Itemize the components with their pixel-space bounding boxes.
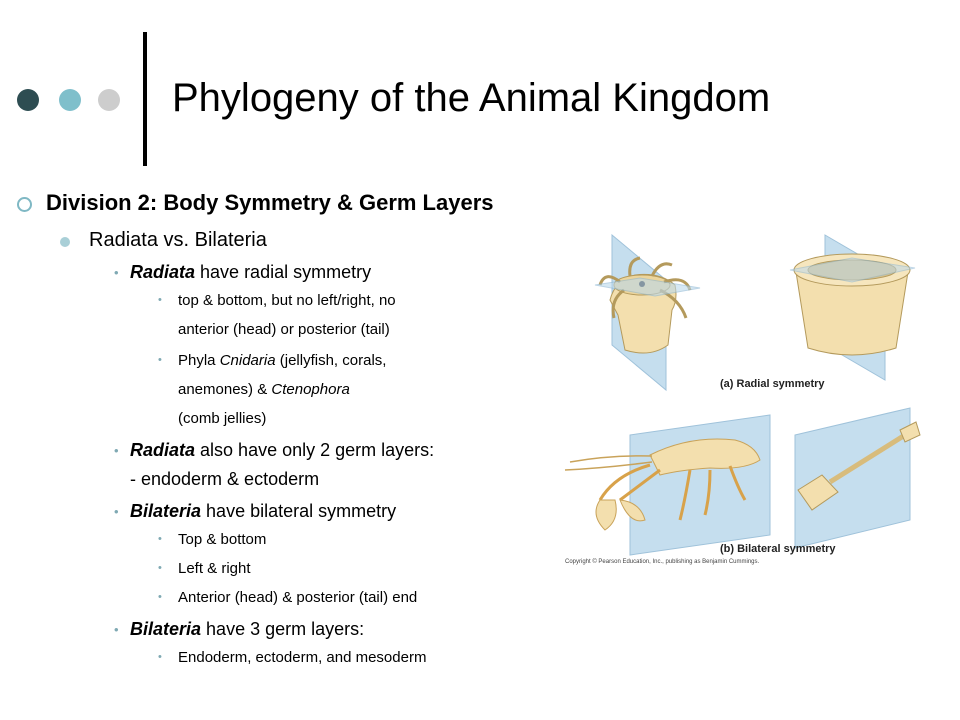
bullet-dot: • xyxy=(158,294,162,306)
bilateria-germ-text: have 3 germ layers: xyxy=(201,619,365,639)
bullet-ring xyxy=(17,197,32,212)
term-bilateria: Bilateria xyxy=(130,501,202,521)
term-radiata: Radiata xyxy=(130,440,196,460)
figure-copyright: Copyright © Pearson Education, Inc., publishing as Benjamin Cummings. xyxy=(565,559,760,565)
bilateria-point: Anterior (head) & posterior (tail) end xyxy=(178,589,418,606)
bullet-dot: • xyxy=(158,533,162,545)
term-ctenophora: Ctenophora xyxy=(271,381,350,398)
bilateria-symmetry-text: have bilateral symmetry xyxy=(201,501,397,521)
radiata-symmetry-text: have radial symmetry xyxy=(195,262,372,282)
bullet-dot: • xyxy=(158,562,162,574)
symmetry-figure xyxy=(560,230,955,575)
bullet-dot: • xyxy=(114,265,119,280)
radiata-germ-cont: - endoderm & ectoderm xyxy=(130,469,320,489)
radiata-germ-text: also have only 2 germ layers: xyxy=(195,440,435,460)
shovel-illustration xyxy=(795,408,920,548)
header-dot-teal xyxy=(59,89,81,111)
anemones-text: anemones) & xyxy=(178,381,272,398)
anemone-illustration xyxy=(595,235,700,390)
term-cnidaria: Cnidaria xyxy=(219,352,276,369)
bullet-dot: • xyxy=(158,591,162,603)
radiata-point-1a: top & bottom, but no left/right, no xyxy=(178,292,396,309)
radiata-point-1b: anterior (head) or posterior (tail) xyxy=(178,321,390,338)
term-radiata: Radiata xyxy=(130,262,196,282)
radiata-germ-layers xyxy=(130,440,434,461)
bullet-dot: • xyxy=(114,504,119,519)
bilateria-germ-layers xyxy=(130,619,364,640)
lobster-illustration xyxy=(565,415,770,555)
bilateria-symmetry xyxy=(130,501,396,522)
bullet-dot: • xyxy=(114,443,119,458)
header-dot-grey xyxy=(98,89,120,111)
term-bilateria: Bilateria xyxy=(130,619,202,639)
radiata-symmetry xyxy=(130,262,371,283)
slide-title: Phylogeny of the Animal Kingdom xyxy=(172,76,771,120)
radiata-point-2c: (comb jellies) xyxy=(178,410,267,427)
germ-point: Endoderm, ectoderm, and mesoderm xyxy=(178,649,427,666)
bilateria-point: Left & right xyxy=(178,560,251,577)
division-heading: Division 2: Body Symmetry & Germ Layers xyxy=(46,190,494,215)
flowerpot-illustration xyxy=(790,235,915,380)
label-radial: (a) Radial symmetry xyxy=(720,378,825,390)
bullet-dot: • xyxy=(158,354,162,366)
radiata-point-2b xyxy=(178,381,350,398)
label-bilateral: (b) Bilateral symmetry xyxy=(720,543,836,555)
phyla-prefix: Phyla xyxy=(178,352,220,369)
subheading: Radiata vs. Bilateria xyxy=(89,229,267,251)
bullet-disc xyxy=(60,237,70,247)
title-divider xyxy=(143,32,147,166)
bullet-dot: • xyxy=(158,651,162,663)
bilateria-point: Top & bottom xyxy=(178,531,267,548)
header-dot-dark xyxy=(17,89,39,111)
radiata-point-2a xyxy=(178,352,386,369)
cnidaria-examples: (jellyfish, corals, xyxy=(275,352,387,369)
bullet-dot: • xyxy=(114,622,119,637)
